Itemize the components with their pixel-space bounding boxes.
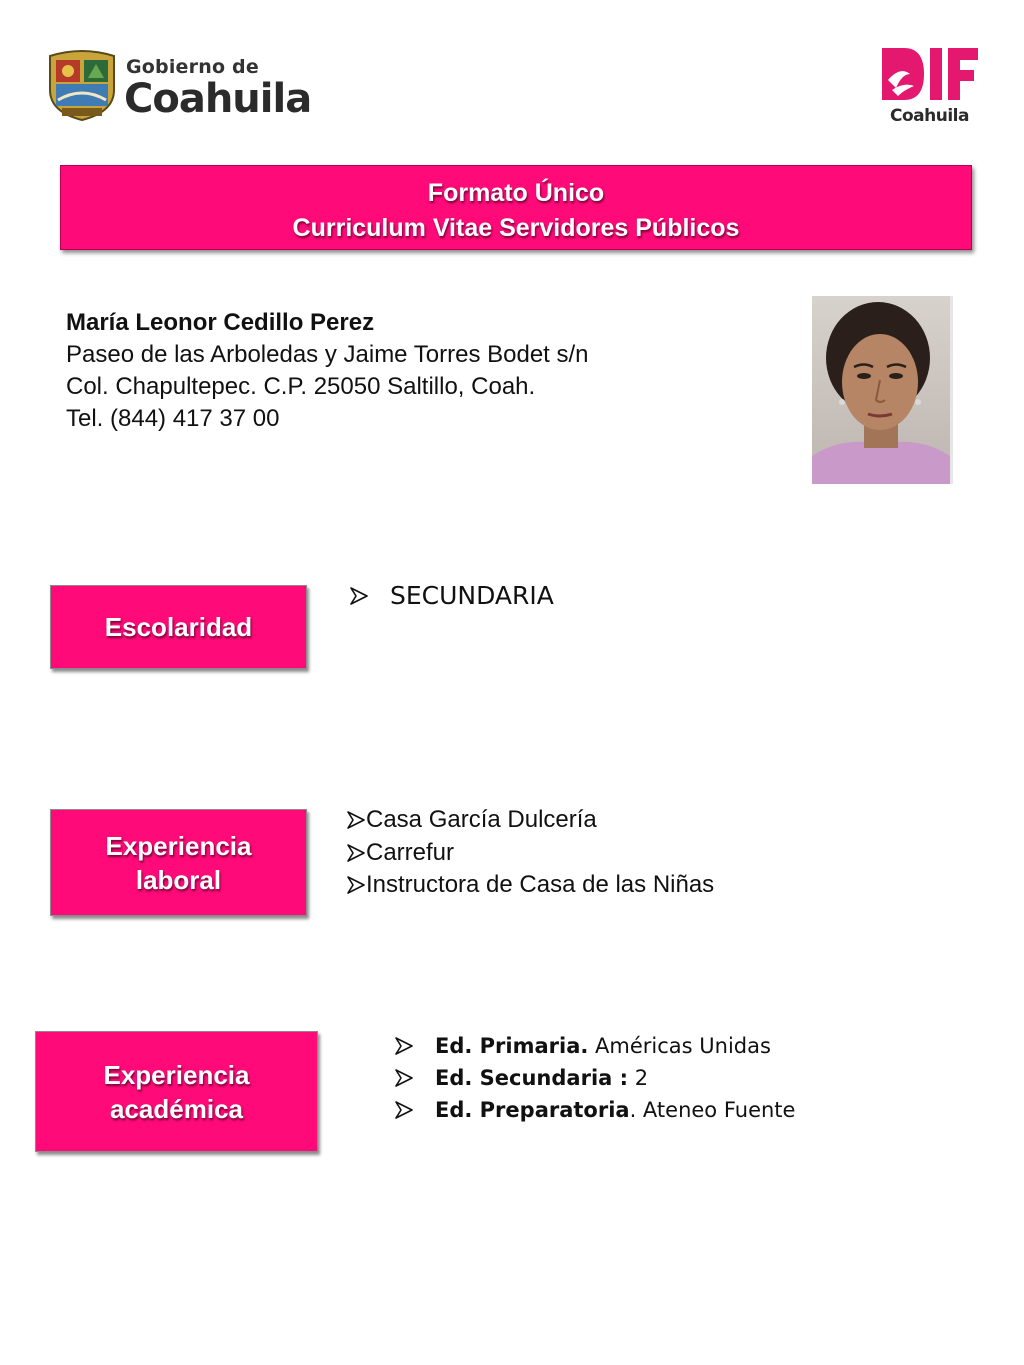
form-title-banner (60, 165, 972, 250)
gov-logo-line1: Gobierno de (126, 56, 259, 78)
dif-logo-mark (878, 44, 982, 106)
experiencia-academica-label-box (35, 1031, 318, 1152)
portrait-image (812, 296, 950, 484)
laboral-item: Carrefur (366, 838, 455, 866)
phone-number: Tel. (844) 417 37 00 (66, 405, 280, 432)
experiencia-laboral-label-box (50, 809, 307, 916)
experiencia-laboral-label-line1: Experiencia (105, 830, 252, 861)
academica-item-rest: . Ateneo Fuente (629, 1098, 796, 1122)
escolaridad-label: Escolaridad (104, 612, 253, 642)
gov-logo-line2: Coahuila (124, 76, 312, 122)
list-item (347, 804, 714, 837)
laboral-item: Instructora de Casa de las Niñas (366, 871, 715, 898)
personal-info (66, 307, 589, 435)
form-title-line2: Curriculum Vitae Servidores Públicos (292, 214, 740, 242)
list-item (347, 837, 714, 870)
form-title-line1: Formato Único (427, 179, 605, 207)
academica-item-bold: Ed. Primaria. (435, 1034, 589, 1058)
arrow-bullet-icon (395, 1037, 413, 1055)
dif-logo-subtitle: Coahuila (890, 106, 969, 126)
list-item (395, 1094, 795, 1126)
dif-coahuila-logo (878, 44, 982, 130)
arrow-bullet-icon (347, 876, 365, 894)
arrow-bullet-icon (350, 587, 368, 605)
list-item (395, 1062, 795, 1094)
laboral-item: Casa García Dulcería (366, 806, 597, 833)
experiencia-laboral-list (347, 804, 714, 902)
academica-item-rest: 2 (628, 1066, 649, 1090)
arrow-bullet-icon (395, 1069, 413, 1087)
academica-item-bold: Ed. Preparatoria (435, 1098, 630, 1122)
academica-item-bold: Ed. Secundaria : (435, 1066, 629, 1090)
person-name: María Leonor Cedillo Perez (66, 309, 375, 336)
list-item (395, 1030, 795, 1062)
academica-item-rest: Américas Unidas (588, 1034, 771, 1058)
arrow-bullet-icon (395, 1101, 413, 1119)
address-line-2: Col. Chapultepec. C.P. 25050 Saltillo, Coah. (66, 373, 536, 400)
experiencia-academica-label-line2: académica (110, 1093, 243, 1124)
list-item (347, 869, 714, 902)
profile-photo (812, 296, 953, 484)
coat-of-arms-icon (44, 46, 120, 122)
experiencia-academica-label-line1: Experiencia (103, 1059, 250, 1090)
escolaridad-list (350, 578, 554, 614)
list-item (350, 578, 554, 614)
address-line-1: Paseo de las Arboledas y Jaime Torres Bodet s/n (66, 341, 589, 368)
arrow-bullet-icon (347, 811, 365, 829)
experiencia-laboral-label-line2: laboral (135, 864, 222, 895)
escolaridad-item: SECUNDARIA (390, 581, 554, 610)
escolaridad-label-box (50, 585, 307, 669)
arrow-bullet-icon (347, 844, 365, 862)
experiencia-academica-list (395, 1030, 795, 1126)
gobierno-coahuila-logo (44, 46, 312, 126)
